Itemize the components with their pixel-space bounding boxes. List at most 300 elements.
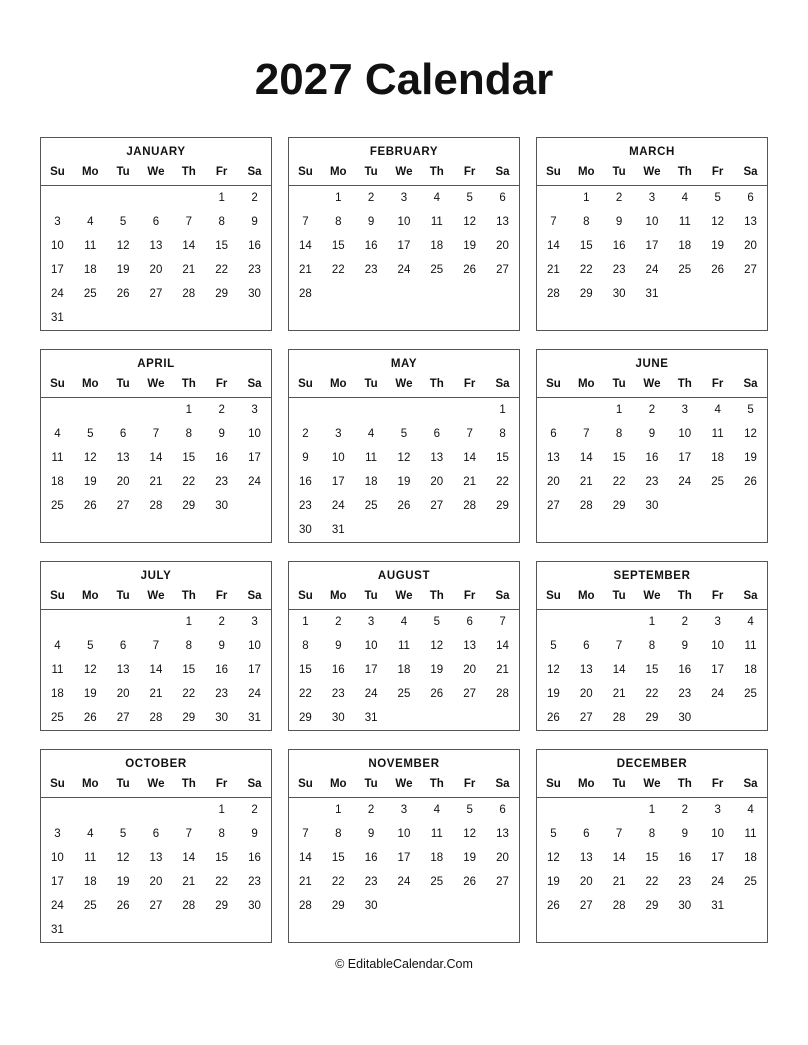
day-cell[interactable]: 10: [678, 428, 692, 440]
day-cell[interactable]: 1: [648, 616, 656, 628]
day-cell[interactable]: 18: [83, 876, 97, 888]
day-cell[interactable]: 25: [678, 264, 692, 276]
day-cell[interactable]: 18: [397, 664, 411, 676]
day-cell[interactable]: 15: [182, 452, 196, 464]
day-cell[interactable]: 20: [579, 876, 593, 888]
day-cell[interactable]: 14: [579, 452, 593, 464]
day-cell[interactable]: 27: [116, 500, 130, 512]
day-cell[interactable]: 30: [248, 900, 261, 912]
day-cell[interactable]: 22: [299, 688, 312, 700]
day-cell[interactable]: 18: [744, 664, 757, 676]
day-cell[interactable]: 5: [400, 428, 408, 440]
day-cell[interactable]: 22: [215, 876, 229, 888]
day-cell[interactable]: 26: [83, 712, 97, 724]
day-cell[interactable]: 19: [397, 476, 411, 488]
day-cell[interactable]: 16: [299, 476, 312, 488]
day-cell[interactable]: 23: [215, 476, 229, 488]
day-cell[interactable]: 27: [496, 264, 509, 276]
day-cell[interactable]: 17: [51, 264, 64, 276]
day-cell[interactable]: 7: [302, 216, 309, 228]
day-cell[interactable]: 28: [149, 712, 163, 724]
day-cell[interactable]: 3: [714, 804, 721, 816]
day-cell[interactable]: 24: [397, 264, 411, 276]
day-cell[interactable]: 24: [678, 476, 692, 488]
day-cell[interactable]: 10: [51, 240, 64, 252]
day-cell[interactable]: 10: [331, 452, 345, 464]
day-cell[interactable]: 10: [645, 216, 659, 228]
day-cell[interactable]: 10: [397, 828, 411, 840]
day-cell[interactable]: 16: [215, 452, 229, 464]
day-cell[interactable]: 25: [744, 688, 757, 700]
day-cell[interactable]: 27: [430, 500, 444, 512]
day-cell[interactable]: 26: [463, 264, 477, 276]
day-cell[interactable]: 27: [744, 264, 757, 276]
day-cell[interactable]: 13: [116, 452, 130, 464]
day-cell[interactable]: 26: [116, 288, 130, 300]
day-cell[interactable]: 5: [119, 828, 127, 840]
day-cell[interactable]: 24: [711, 688, 725, 700]
day-cell[interactable]: 14: [612, 664, 626, 676]
day-cell[interactable]: 11: [744, 828, 757, 840]
day-cell[interactable]: 11: [365, 452, 378, 464]
day-cell[interactable]: 17: [711, 664, 725, 676]
day-cell[interactable]: 29: [331, 900, 345, 912]
day-cell[interactable]: 30: [215, 500, 229, 512]
day-cell[interactable]: 23: [248, 876, 261, 888]
day-cell[interactable]: 29: [299, 712, 312, 724]
day-cell[interactable]: 25: [430, 264, 444, 276]
day-cell[interactable]: 9: [367, 216, 375, 228]
day-cell[interactable]: 3: [648, 192, 656, 204]
day-cell[interactable]: 1: [218, 192, 225, 204]
day-cell[interactable]: 15: [215, 852, 229, 864]
day-cell[interactable]: 20: [116, 476, 130, 488]
day-cell[interactable]: 2: [367, 192, 375, 204]
day-cell[interactable]: 6: [499, 804, 506, 816]
day-cell[interactable]: 3: [251, 404, 258, 416]
day-cell[interactable]: 1: [499, 404, 506, 416]
day-cell[interactable]: 21: [496, 664, 509, 676]
day-cell[interactable]: 23: [215, 688, 229, 700]
day-cell[interactable]: 13: [496, 828, 509, 840]
day-cell[interactable]: 29: [215, 288, 229, 300]
day-cell[interactable]: 15: [496, 452, 509, 464]
day-cell[interactable]: 23: [645, 476, 659, 488]
day-cell[interactable]: 2: [218, 616, 225, 628]
day-cell[interactable]: 2: [335, 616, 342, 628]
day-cell[interactable]: 17: [645, 240, 659, 252]
day-cell[interactable]: 30: [215, 712, 229, 724]
day-cell[interactable]: 13: [496, 216, 509, 228]
day-cell[interactable]: 11: [678, 216, 691, 228]
day-cell[interactable]: 10: [364, 640, 378, 652]
day-cell[interactable]: 16: [364, 852, 378, 864]
day-cell[interactable]: 14: [149, 452, 163, 464]
day-cell[interactable]: 25: [51, 712, 64, 724]
day-cell[interactable]: 2: [302, 428, 309, 440]
day-cell[interactable]: 30: [678, 900, 692, 912]
day-cell[interactable]: 20: [547, 476, 560, 488]
day-cell[interactable]: 4: [681, 192, 688, 204]
day-cell[interactable]: 4: [714, 404, 721, 416]
day-cell[interactable]: 3: [54, 216, 61, 228]
day-cell[interactable]: 21: [182, 876, 196, 888]
day-cell[interactable]: 7: [615, 640, 623, 652]
day-cell[interactable]: 11: [430, 828, 443, 840]
day-cell[interactable]: 4: [87, 828, 94, 840]
day-cell[interactable]: 31: [645, 288, 659, 300]
day-cell[interactable]: 14: [182, 240, 196, 252]
day-cell[interactable]: 12: [430, 640, 444, 652]
day-cell[interactable]: 20: [496, 852, 509, 864]
day-cell[interactable]: 12: [116, 852, 130, 864]
day-cell[interactable]: 30: [331, 712, 345, 724]
day-cell[interactable]: 19: [711, 240, 725, 252]
day-cell[interactable]: 29: [496, 500, 509, 512]
day-cell[interactable]: 3: [251, 616, 258, 628]
day-cell[interactable]: 28: [496, 688, 509, 700]
day-cell[interactable]: 24: [711, 876, 725, 888]
day-cell[interactable]: 8: [335, 216, 342, 228]
day-cell[interactable]: 18: [83, 264, 97, 276]
day-cell[interactable]: 1: [335, 192, 342, 204]
day-cell[interactable]: 30: [645, 500, 659, 512]
day-cell[interactable]: 9: [367, 828, 375, 840]
day-cell[interactable]: 27: [463, 688, 477, 700]
day-cell[interactable]: 29: [579, 288, 593, 300]
day-cell[interactable]: 13: [116, 664, 130, 676]
day-cell[interactable]: 4: [54, 428, 61, 440]
day-cell[interactable]: 12: [547, 664, 560, 676]
day-cell[interactable]: 17: [678, 452, 692, 464]
day-cell[interactable]: 23: [678, 688, 692, 700]
day-cell[interactable]: 15: [182, 664, 196, 676]
day-cell[interactable]: 8: [218, 216, 225, 228]
day-cell[interactable]: 25: [397, 688, 411, 700]
day-cell[interactable]: 21: [463, 476, 477, 488]
day-cell[interactable]: 31: [51, 924, 64, 936]
day-cell[interactable]: 1: [185, 404, 192, 416]
day-cell[interactable]: 8: [185, 640, 192, 652]
day-cell[interactable]: 26: [711, 264, 725, 276]
day-cell[interactable]: 28: [149, 500, 163, 512]
day-cell[interactable]: 15: [645, 664, 659, 676]
day-cell[interactable]: 7: [302, 828, 309, 840]
day-cell[interactable]: 17: [397, 240, 411, 252]
day-cell[interactable]: 1: [648, 804, 656, 816]
day-cell[interactable]: 20: [430, 476, 444, 488]
day-cell[interactable]: 30: [364, 900, 378, 912]
day-cell[interactable]: 9: [218, 428, 225, 440]
day-cell[interactable]: 23: [612, 264, 626, 276]
day-cell[interactable]: 16: [215, 664, 229, 676]
day-cell[interactable]: 5: [714, 192, 721, 204]
day-cell[interactable]: 26: [83, 500, 97, 512]
day-cell[interactable]: 24: [248, 476, 261, 488]
day-cell[interactable]: 1: [335, 804, 342, 816]
day-cell[interactable]: 12: [83, 664, 97, 676]
day-cell[interactable]: 28: [579, 500, 593, 512]
day-cell[interactable]: 30: [612, 288, 626, 300]
day-cell[interactable]: 5: [466, 804, 473, 816]
day-cell[interactable]: 28: [463, 500, 477, 512]
day-cell[interactable]: 9: [681, 828, 688, 840]
day-cell[interactable]: 12: [711, 216, 725, 228]
day-cell[interactable]: 6: [152, 216, 160, 228]
day-cell[interactable]: 13: [463, 640, 477, 652]
day-cell[interactable]: 9: [615, 216, 623, 228]
day-cell[interactable]: 1: [615, 404, 623, 416]
day-cell[interactable]: 18: [430, 852, 444, 864]
day-cell[interactable]: 14: [149, 664, 163, 676]
day-cell[interactable]: 22: [645, 876, 659, 888]
day-cell[interactable]: 3: [367, 616, 375, 628]
day-cell[interactable]: 5: [87, 428, 94, 440]
day-cell[interactable]: 22: [215, 264, 229, 276]
day-cell[interactable]: 8: [499, 428, 506, 440]
day-cell[interactable]: 27: [579, 900, 593, 912]
day-cell[interactable]: 14: [612, 852, 626, 864]
day-cell[interactable]: 24: [51, 288, 64, 300]
day-cell[interactable]: 11: [397, 640, 410, 652]
day-cell[interactable]: 29: [182, 712, 196, 724]
day-cell[interactable]: 6: [583, 640, 590, 652]
day-cell[interactable]: 14: [547, 240, 560, 252]
day-cell[interactable]: 3: [400, 804, 408, 816]
day-cell[interactable]: 11: [744, 640, 757, 652]
day-cell[interactable]: 15: [299, 664, 312, 676]
day-cell[interactable]: 9: [648, 428, 656, 440]
day-cell[interactable]: 24: [364, 688, 378, 700]
day-cell[interactable]: 29: [215, 900, 229, 912]
day-cell[interactable]: 6: [433, 428, 440, 440]
day-cell[interactable]: 20: [463, 664, 477, 676]
day-cell[interactable]: 26: [116, 900, 130, 912]
day-cell[interactable]: 24: [645, 264, 659, 276]
day-cell[interactable]: 12: [463, 216, 477, 228]
day-cell[interactable]: 15: [612, 452, 626, 464]
day-cell[interactable]: 7: [583, 428, 590, 440]
day-cell[interactable]: 18: [678, 240, 692, 252]
day-cell[interactable]: 4: [367, 428, 375, 440]
day-cell[interactable]: 2: [218, 404, 225, 416]
day-cell[interactable]: 22: [579, 264, 593, 276]
day-cell[interactable]: 29: [645, 900, 659, 912]
day-cell[interactable]: 12: [83, 452, 97, 464]
day-cell[interactable]: 21: [149, 688, 163, 700]
day-cell[interactable]: 17: [248, 452, 261, 464]
day-cell[interactable]: 10: [397, 216, 411, 228]
day-cell[interactable]: 11: [84, 852, 97, 864]
day-cell[interactable]: 12: [116, 240, 130, 252]
day-cell[interactable]: 25: [711, 476, 725, 488]
day-cell[interactable]: 24: [51, 900, 64, 912]
day-cell[interactable]: 12: [463, 828, 477, 840]
day-cell[interactable]: 16: [248, 240, 261, 252]
day-cell[interactable]: 21: [547, 264, 560, 276]
day-cell[interactable]: 21: [579, 476, 593, 488]
day-cell[interactable]: 13: [149, 240, 163, 252]
day-cell[interactable]: 28: [299, 288, 312, 300]
day-cell[interactable]: 23: [331, 688, 345, 700]
day-cell[interactable]: 26: [547, 712, 560, 724]
day-cell[interactable]: 8: [615, 428, 623, 440]
day-cell[interactable]: 10: [711, 828, 725, 840]
day-cell[interactable]: 5: [550, 640, 557, 652]
day-cell[interactable]: 1: [302, 616, 309, 628]
day-cell[interactable]: 2: [681, 616, 688, 628]
day-cell[interactable]: 19: [83, 476, 97, 488]
day-cell[interactable]: 15: [331, 852, 345, 864]
day-cell[interactable]: 30: [678, 712, 692, 724]
day-cell[interactable]: 3: [681, 404, 688, 416]
day-cell[interactable]: 17: [364, 664, 378, 676]
day-cell[interactable]: 16: [678, 664, 692, 676]
day-cell[interactable]: 25: [83, 288, 97, 300]
day-cell[interactable]: 27: [496, 876, 509, 888]
day-cell[interactable]: 19: [83, 688, 97, 700]
day-cell[interactable]: 13: [547, 452, 560, 464]
day-cell[interactable]: 26: [463, 876, 477, 888]
day-cell[interactable]: 7: [152, 640, 160, 652]
day-cell[interactable]: 16: [645, 452, 659, 464]
day-cell[interactable]: 31: [711, 900, 725, 912]
day-cell[interactable]: 5: [747, 404, 754, 416]
day-cell[interactable]: 21: [149, 476, 163, 488]
day-cell[interactable]: 27: [149, 288, 163, 300]
day-cell[interactable]: 24: [397, 876, 411, 888]
day-cell[interactable]: 20: [744, 240, 757, 252]
day-cell[interactable]: 3: [54, 828, 61, 840]
day-cell[interactable]: 6: [119, 428, 127, 440]
day-cell[interactable]: 31: [331, 524, 345, 536]
day-cell[interactable]: 14: [463, 452, 477, 464]
day-cell[interactable]: 3: [714, 616, 721, 628]
day-cell[interactable]: 8: [583, 216, 590, 228]
day-cell[interactable]: 9: [251, 216, 258, 228]
day-cell[interactable]: 27: [579, 712, 593, 724]
day-cell[interactable]: 7: [466, 428, 473, 440]
day-cell[interactable]: 19: [744, 452, 757, 464]
day-cell[interactable]: 25: [364, 500, 378, 512]
day-cell[interactable]: 27: [547, 500, 560, 512]
day-cell[interactable]: 15: [645, 852, 659, 864]
day-cell[interactable]: 18: [430, 240, 444, 252]
day-cell[interactable]: 19: [116, 876, 130, 888]
day-cell[interactable]: 12: [397, 452, 411, 464]
day-cell[interactable]: 11: [711, 428, 724, 440]
day-cell[interactable]: 20: [116, 688, 130, 700]
day-cell[interactable]: 7: [615, 828, 623, 840]
day-cell[interactable]: 16: [612, 240, 626, 252]
day-cell[interactable]: 1: [218, 804, 225, 816]
day-cell[interactable]: 7: [550, 216, 557, 228]
day-cell[interactable]: 19: [463, 852, 477, 864]
day-cell[interactable]: 9: [218, 640, 225, 652]
day-cell[interactable]: 13: [744, 216, 757, 228]
day-cell[interactable]: 14: [496, 640, 509, 652]
day-cell[interactable]: 13: [579, 852, 593, 864]
day-cell[interactable]: 21: [182, 264, 196, 276]
day-cell[interactable]: 10: [51, 852, 64, 864]
day-cell[interactable]: 24: [331, 500, 345, 512]
day-cell[interactable]: 8: [648, 828, 656, 840]
day-cell[interactable]: 29: [645, 712, 659, 724]
day-cell[interactable]: 8: [218, 828, 225, 840]
day-cell[interactable]: 22: [496, 476, 509, 488]
day-cell[interactable]: 20: [149, 876, 163, 888]
day-cell[interactable]: 5: [466, 192, 473, 204]
day-cell[interactable]: 26: [430, 688, 444, 700]
day-cell[interactable]: 28: [299, 900, 312, 912]
day-cell[interactable]: 14: [299, 852, 312, 864]
day-cell[interactable]: 22: [182, 688, 196, 700]
day-cell[interactable]: 18: [364, 476, 378, 488]
day-cell[interactable]: 23: [248, 264, 261, 276]
day-cell[interactable]: 12: [744, 428, 757, 440]
day-cell[interactable]: 16: [364, 240, 378, 252]
day-cell[interactable]: 25: [744, 876, 757, 888]
day-cell[interactable]: 30: [299, 524, 312, 536]
day-cell[interactable]: 4: [433, 192, 440, 204]
day-cell[interactable]: 5: [433, 616, 440, 628]
day-cell[interactable]: 25: [83, 900, 97, 912]
day-cell[interactable]: 6: [152, 828, 160, 840]
day-cell[interactable]: 28: [612, 900, 626, 912]
day-cell[interactable]: 17: [711, 852, 725, 864]
day-cell[interactable]: 29: [612, 500, 626, 512]
day-cell[interactable]: 1: [583, 192, 590, 204]
day-cell[interactable]: 16: [331, 664, 345, 676]
day-cell[interactable]: 8: [302, 640, 309, 652]
day-cell[interactable]: 7: [499, 616, 506, 628]
day-cell[interactable]: 12: [547, 852, 560, 864]
day-cell[interactable]: 22: [331, 876, 345, 888]
day-cell[interactable]: 14: [299, 240, 312, 252]
day-cell[interactable]: 3: [335, 428, 342, 440]
day-cell[interactable]: 9: [335, 640, 342, 652]
day-cell[interactable]: 2: [251, 192, 258, 204]
day-cell[interactable]: 4: [54, 640, 61, 652]
day-cell[interactable]: 2: [251, 804, 258, 816]
day-cell[interactable]: 28: [182, 900, 196, 912]
day-cell[interactable]: 20: [496, 240, 509, 252]
day-cell[interactable]: 31: [364, 712, 378, 724]
day-cell[interactable]: 25: [430, 876, 444, 888]
day-cell[interactable]: 4: [400, 616, 408, 628]
day-cell[interactable]: 23: [364, 264, 378, 276]
day-cell[interactable]: 6: [466, 616, 473, 628]
day-cell[interactable]: 25: [51, 500, 64, 512]
day-cell[interactable]: 22: [645, 688, 659, 700]
day-cell[interactable]: 2: [367, 804, 375, 816]
day-cell[interactable]: 5: [550, 828, 557, 840]
day-cell[interactable]: 8: [648, 640, 656, 652]
day-cell[interactable]: 3: [400, 192, 408, 204]
day-cell[interactable]: 11: [51, 452, 64, 464]
day-cell[interactable]: 18: [51, 476, 64, 488]
day-cell[interactable]: 10: [248, 640, 261, 652]
day-cell[interactable]: 21: [612, 876, 626, 888]
day-cell[interactable]: 4: [747, 804, 754, 816]
day-cell[interactable]: 14: [182, 852, 196, 864]
day-cell[interactable]: 8: [185, 428, 192, 440]
day-cell[interactable]: 6: [747, 192, 754, 204]
day-cell[interactable]: 16: [678, 852, 692, 864]
day-cell[interactable]: 17: [248, 664, 261, 676]
day-cell[interactable]: 6: [583, 828, 590, 840]
day-cell[interactable]: 21: [299, 264, 312, 276]
